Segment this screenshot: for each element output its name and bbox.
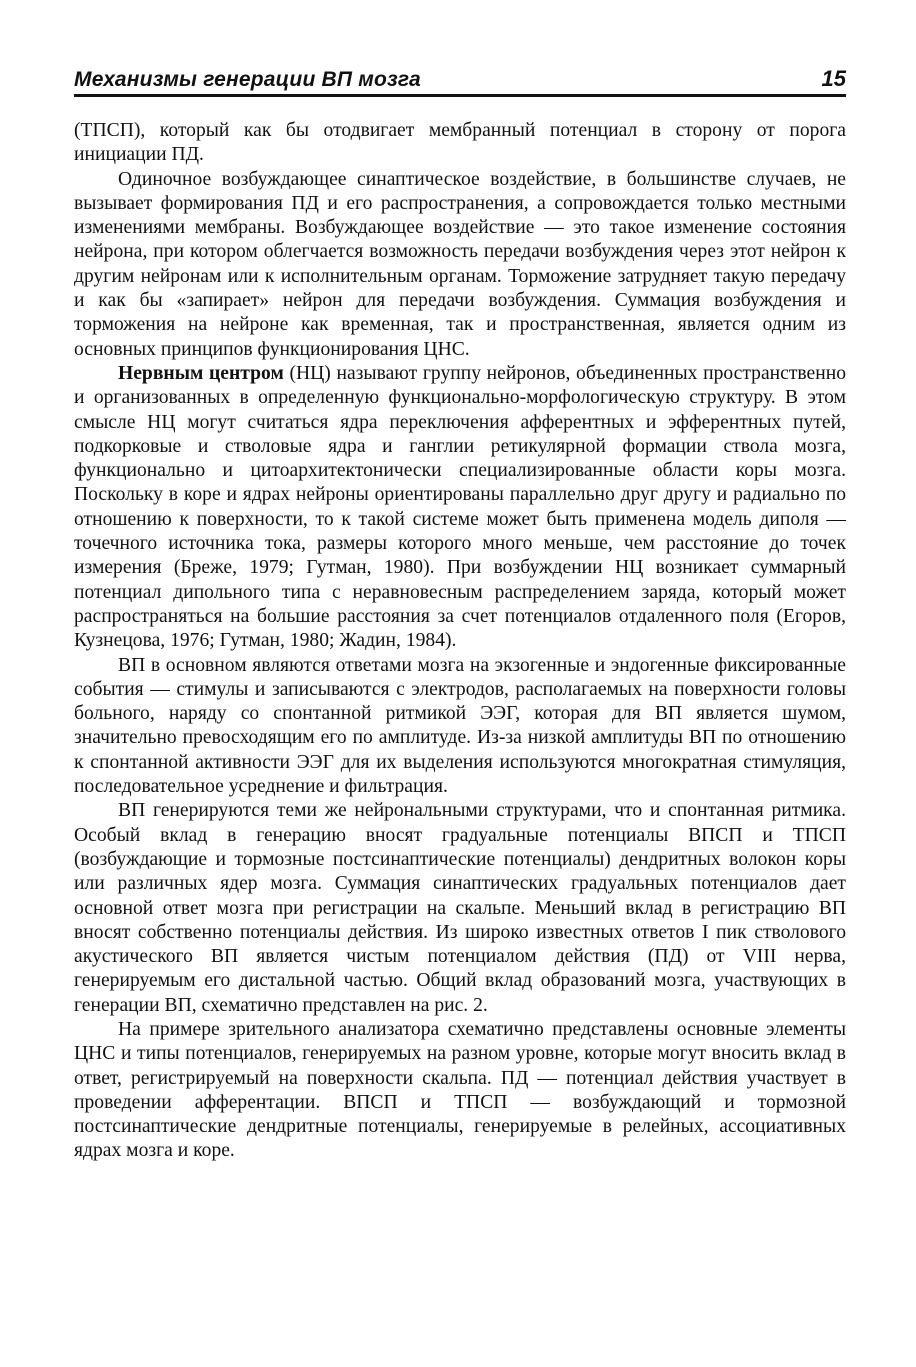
body-text <box>74 119 846 1164</box>
paragraph-ep-generation <box>74 799 846 1018</box>
paragraph-ep-recording <box>74 654 846 800</box>
paragraph-nerve-center <box>74 362 846 654</box>
running-title: Механизмы генерации ВП мозга <box>74 68 421 91</box>
book-page <box>74 60 846 1164</box>
paragraph-excitation <box>74 168 846 362</box>
paragraph-visual-analyzer <box>74 1018 846 1164</box>
paragraph-text: (ТПСП), который как бы отодвигает мембранный потенциал в сторону от порога инициации ПД. <box>74 120 846 166</box>
paragraph-continuation <box>74 119 846 168</box>
paragraph-text: ВП в основном являются ответами мозга на экзогенные и эндогенные фиксированные события — стимулы и записываются с электродов, располагаемых на поверхности головы больного, наряду со спонтанной ритмикой ЭЭГ, которая для ВП является шумом, значительно превосходящим его по амплитуде. Из-за низкой амплитуды ВП по отношению к спонтанной активности ЭЭГ для их выделения используются многократная стимуляция, последовательное усреднение и фильтрация. <box>74 654 846 798</box>
paragraph-text: (НЦ) называют группу нейронов, объединенных пространственно и организованных в определенную функционально-морфологическую структуру. В этом смысле НЦ могут считаться ядра переключения афферентных и эфферентных путей, подкорковые и стволовые ядра и ганглии ретикулярной формации ствола мозга, функционально и цитоархитектонически специализированные области коры мозга. Поскольку в коре и ядрах нейроны ориентированы параллельно друг другу и радиально по отношению к поверхности, то к такой системе может быть применена модель диполя — точечного источника тока, размеры которого много меньше, чем расстояние до точек измерения (Бреже, 1979; Гутман, 1980). При возбуждении НЦ возникает суммарный потенциал дипольного типа с неравновесным распределением заряда, который может распространяться на большие расстояния за счет потенциалов отдаленного поля (Егоров, Кузнецова, 1976; Гутман, 1980; Жадин, 1984). <box>74 362 846 652</box>
defined-term: Нервным центром <box>118 362 284 384</box>
paragraph-text: Одиночное возбуждающее синаптическое воздействие, в большинстве случаев, не вызывает формирования ПД и его распространения, а сопровождается только местными изменениями мембраны. Возбуждающее воздействие — это такое изменение состояния нейрона, при котором облегчается возможность передачи возбуждения через этот нейрон к другим нейронам или к исполнительным органам. Торможение затрудняет такую передачу и как бы «запирает» нейрон для передачи возбуждения. Суммация возбуждения и торможения на нейроне как временная, так и пространственная, является одним из основных принципов функционирования ЦНС. <box>74 168 846 360</box>
running-header <box>74 60 846 97</box>
paragraph-text: ВП генерируются теми же нейрональными структурами, что и спонтанная ритмика. Особый вклад в генерацию вносят градуальные потенциалы ВПСП и ТПСП (возбуждающие и тормозные постсинаптические потенциалы) дендритных волокон коры или различных ядер мозга. Суммация синаптических градуальных потенциалов дает основной ответ мозга при регистрации на скальпе. Меньший вклад в регистрацию ВП вносят собственно потенциалы действия. Из широко известных ответов I пик стволового акустического ВП является чистым потенциалом действия (ПД) от VIII нерва, генерируемым его дистальной частью. Общий вклад образований мозга, участвующих в генерации ВП, схематично представлен на рис. 2. <box>74 800 846 1016</box>
paragraph-text: На примере зрительного анализатора схематично представлены основные элементы ЦНС и типы потенциалов, генерируемых на разном уровне, которые могут вносить вклад в ответ, регистрируемый на поверхности скальпа. ПД — потенциал действия участвует в проведении афферентации. ВПСП и ТПСП — возбуждающий и тормозной постсинаптические дендритные потенциалы, генерируемые в релейных, ассоциативных ядрах мозга и коре. <box>74 1018 846 1162</box>
page-number: 15 <box>821 66 846 91</box>
